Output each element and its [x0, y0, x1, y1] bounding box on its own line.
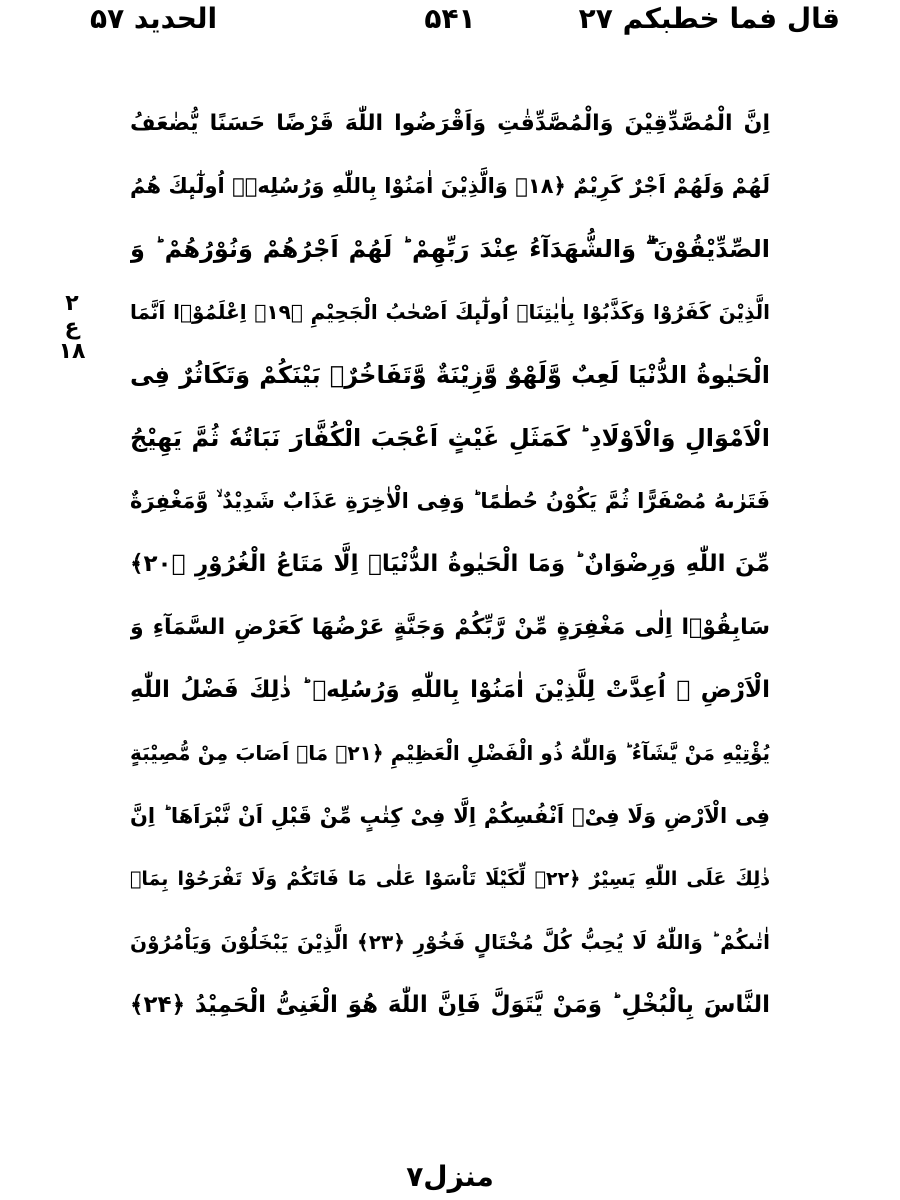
verse-line: سَابِقُوْۤا اِلٰى مَغْفِرَةٍ مِّنْ رَّبِّكُمْ وَجَنَّةٍ عَرْضُهَا كَعَرْضِ السَّمَآءِ وَ	[130, 615, 770, 640]
ruku-marker-top: ۲	[65, 291, 79, 316]
verse-line: النَّاسَ بِالْبُخْلِ ؕ وَمَنْ یَّتَوَلَّ فَاِنَّ اللّٰهَ هُوَ الْغَنِیُّ الْحَمِیْدُ ﴿۲۴﴾	[130, 992, 770, 1018]
verse-line: مِّنَ اللّٰهِ وَرِضْوَانٌ ؕ وَمَا الْحَیٰوةُ الدُّنْیَاۤ اِلَّا مَتَاعُ الْغُرُوْرِ ﴿۲۰﴾	[130, 551, 770, 577]
verse-text-block	[130, 92, 770, 1037]
verse-line: الْاَرْضِ ۙ اُعِدَّتْ لِلَّذِیْنَ اٰمَنُوْا بِاللّٰهِ وَرُسُلِهٖ ؕ ذٰلِكَ فَضْلُ اللّٰهِ	[130, 677, 770, 703]
verse-line: فَتَرٰىهُ مُصْفَرًّا ثُمَّ یَكُوْنُ حُطٰمًا ؕ وَفِی الْاٰخِرَةِ عَذَابٌ شَدِیْدٌ ۙ وَّمَغْفِرَةٌ	[130, 489, 770, 513]
verse-line: لَهُمْ وَلَهُمْ اَجْرٌ كَرِیْمٌ ﴿۱۸﴾ وَالَّذِیْنَ اٰمَنُوْا بِاللّٰهِ وَرُسُلِهٖۤ اُولٰٓىٕكَ هُمُ	[130, 174, 770, 198]
verse-line: الَّذِیْنَ كَفَرُوْا وَكَذَّبُوْا بِاٰیٰتِنَاۤ اُولٰٓىٕكَ اَصْحٰبُ الْجَحِیْمِ ﴿۱۹﴾ اِعْلَمُوْۤا اَنَّمَا	[130, 300, 770, 324]
verse-line: الصِّدِّیْقُوْنَ ۖۗ وَالشُّهَدَآءُ عِنْدَ رَبِّهِمْ ؕ لَهُمْ اَجْرُهُمْ وَنُوْرُهُمْ ؕ وَ	[130, 235, 770, 263]
verse-line: یُؤْتِیْهِ مَنْ یَّشَآءُ ؕ وَاللّٰهُ ذُو الْفَضْلِ الْعَظِیْمِ ﴿۲۱﴾ مَاۤ اَصَابَ مِنْ مُّصِیْبَةٍ	[130, 741, 770, 765]
ruku-marker-bottom: ۱۸	[58, 339, 86, 364]
verse-line: الْحَیٰوةُ الدُّنْیَا لَعِبٌ وَّلَهْوٌ وَّزِیْنَةٌ وَّتَفَاخُرٌۢ بَیْنَكُمْ وَتَكَاثُرٌ فِی	[130, 361, 770, 389]
page-number: ۵۴۱	[424, 2, 476, 35]
surah-title: الحدید ۵۷	[90, 2, 218, 35]
verse-line: فِی الْاَرْضِ وَلَا فِیْۤ اَنْفُسِكُمْ اِلَّا فِیْ كِتٰبٍ مِّنْ قَبْلِ اَنْ نَّبْرَاَهَا ؕ اِنَّ	[130, 804, 770, 828]
juz-title: قال فما خطبکم ۲۷	[578, 2, 840, 35]
ruku-marker-symbol: ع	[64, 315, 80, 340]
verse-line: ذٰلِكَ عَلَى اللّٰهِ یَسِیْرٌ ﴿۲۲﴾ لِّكَیْلَا تَاْسَوْا عَلٰى مَا فَاتَكُمْ وَلَا تَفْرَحُوْا بِمَاۤ	[130, 868, 770, 890]
manzil-footer: منزل۷	[406, 1160, 494, 1193]
verse-line: اٰتٰىكُمْ ؕ وَاللّٰهُ لَا یُحِبُّ كُلَّ مُخْتَالٍ فَخُوْرِ ﴿۲۳﴾ الَّذِیْنَ یَبْخَلُوْنَ وَیَاْمُرُوْنَ	[130, 930, 770, 954]
verse-line: اِنَّ الْمُصَّدِّقِیْنَ وَالْمُصَّدِّقٰتِ وَاَقْرَضُوا اللّٰهَ قَرْضًا حَسَنًا یُّضٰعَفُ	[130, 111, 770, 136]
verse-line: الْاَمْوَالِ وَالْاَوْلَادِ ؕ كَمَثَلِ غَیْثٍ اَعْجَبَ الْكُفَّارَ نَبَاتُهٗ ثُمَّ یَهِیْجُ	[130, 424, 770, 452]
ruku-marker	[52, 292, 92, 364]
